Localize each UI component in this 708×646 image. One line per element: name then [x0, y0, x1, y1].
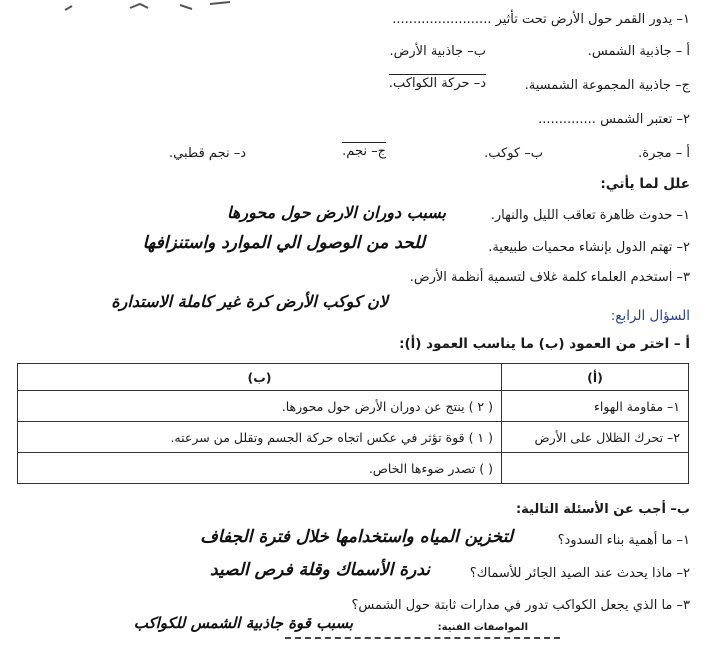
explain-item-1-text: حدوث ظاهرة تعاقب الليل والنهار.: [490, 208, 673, 223]
table-cell-a: [502, 453, 689, 484]
q1-text: يدور القمر حول الأرض تحت تأثير ........................: [392, 12, 673, 27]
table-cell-b: ( ) تصدر ضوءها الخاص.: [18, 453, 502, 484]
table-cell-b: ( ٢ ) ينتج عن دوران الأرض حول محورها.: [18, 391, 502, 422]
part-b-item-1-answer: لتخزين المياه واستخدامها خلال فترة الجفاف: [200, 527, 513, 547]
table-row: [18, 391, 689, 422]
part-b-item-2-text: ماذا يحدث عند الصيد الجائر للأسماك؟: [469, 566, 673, 581]
explain-item-2-text: تهتم الدول بإنشاء محميات طبيعية.: [488, 240, 673, 255]
part-b-item-1: [558, 533, 690, 548]
table-row: [18, 422, 689, 453]
explain-item-2-answer: للحد من الوصول الي الموارد واستنزافها: [142, 233, 425, 253]
matching-table: [17, 363, 689, 484]
explain-item-1-number: ١–: [676, 208, 690, 223]
q2-text: تعتبر الشمس ..............: [538, 112, 673, 127]
q1-option-c: ج– جاذبية المجموعة الشمسية.: [524, 78, 690, 93]
table-header-row: [18, 364, 689, 391]
q1-stem: [392, 12, 690, 27]
q4-part-a-title: أ – اختر من العمود (ب) ما يناسب العمود (أ):: [399, 336, 690, 352]
q1-option-a: أ – جاذبية الشمس.: [587, 44, 690, 59]
column-a-header: (أ): [502, 364, 689, 391]
q2-number: ٢–: [676, 112, 690, 127]
part-b-item-3-answer: بسبب قوة جاذبية الشمس للكواكب: [133, 614, 353, 632]
part-b-item-3-text: ما الذي يجعل الكواكب تدور في مدارات ثابتة حول الشمس؟: [351, 598, 673, 613]
table-row: [18, 453, 689, 484]
part-b-item-2-number: ٢–: [676, 566, 690, 581]
column-b-header: (ب): [18, 364, 502, 391]
q2-stem: [538, 112, 690, 127]
footer-dashed-line: [285, 637, 560, 639]
explain-item-3: [410, 270, 690, 285]
table-cell-a: ١– مقاومة الهواء: [502, 391, 689, 422]
explain-item-1-answer: بسبب دوران الارض حول محورها: [227, 203, 446, 222]
table-cell-b: ( ١ ) قوة تؤثر في عكس اتجاه حركة الجسم وتقلل من سرعته.: [18, 422, 502, 453]
part-b-item-3-number: ٣–: [676, 598, 690, 613]
q2-option-b: ب– كوكب.: [484, 146, 543, 161]
explain-item-3-answer: لان كوكب الأرض كرة غير كاملة الاستدارة: [111, 292, 388, 311]
explain-title: علل لما يأتي:: [600, 176, 690, 192]
q2-option-a: أ – مجرة.: [638, 146, 690, 161]
part-b-item-2: [470, 566, 690, 581]
part-b-item-1-text: ما أهمية بناء السدود؟: [557, 533, 673, 548]
part-b-item-3: [352, 598, 691, 613]
part-b-title: ب– أجب عن الأسئلة التالية:: [515, 502, 690, 517]
q2-option-c: ج– نجم.: [342, 144, 386, 159]
part-b-item-1-number: ١–: [676, 533, 690, 548]
table-cell-a: ٢– تحرك الظلال على الأرض: [502, 422, 689, 453]
q1-number: ١–: [676, 12, 690, 27]
explain-item-2-number: ٢–: [676, 240, 690, 255]
explain-item-3-number: ٣–: [676, 270, 690, 285]
explain-item-1: [491, 208, 690, 223]
q1-option-d: د– حركة الكواكب.: [388, 76, 486, 91]
explain-item-3-text: استخدم العلماء كلمة غلاف لتسمية أنظمة الأرض.: [409, 270, 673, 285]
q4-title: السؤال الرابع:: [610, 308, 690, 324]
part-b-item-2-answer: ندرة الأسماك وقلة فرص الصيد: [210, 560, 430, 580]
q1-option-b: ب– جاذبية الأرض.: [389, 44, 486, 59]
top-scribble: [60, 0, 260, 14]
specs-label: المواصفات الفنية:: [437, 622, 528, 633]
explain-item-2: [488, 240, 690, 255]
q2-option-d: د– نجم قطبي.: [169, 146, 246, 161]
